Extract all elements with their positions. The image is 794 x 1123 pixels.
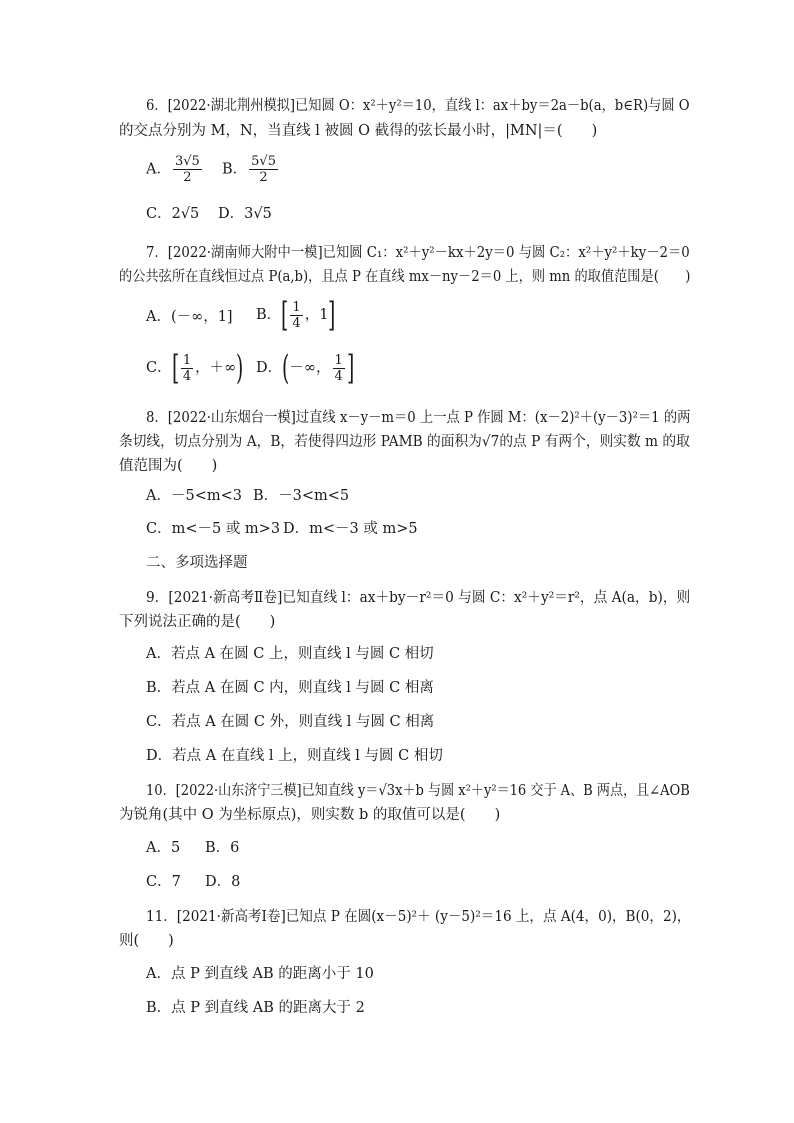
q10-option-c: C．7 xyxy=(146,874,181,890)
q7-stem-line2: 的公共弦所在直线恒过点 P(a,b)，且点 P 在直线 mx－ny－2＝0 上，则 mn 的取值范围是( ) xyxy=(119,269,691,285)
section-title-multiple-choice: 二、多项选择题 xyxy=(146,555,248,571)
q8-option-a: A．－5<m<3 xyxy=(146,488,242,504)
q6-a-fraction: $\frac{3√5}{2}$ xyxy=(174,154,200,185)
q7-stem-line1: 7．[2022·湖南师大附中一模]已知圆 C₁：x²＋y²－kx＋2y＝0 与圆 C₂：x²＋y²＋ky－2＝0 xyxy=(146,245,690,261)
q8-option-b: B．－3<m<5 xyxy=(253,488,350,504)
q6-option-a: A． $\frac{3√5}{2}$ xyxy=(146,154,200,185)
q11-stem-line1: 11．[2021·新高考Ⅰ卷]已知点 P 在圆(x－5)²＋ (y－5)²＝16 上，点 A(4，0)，B(0，2)， xyxy=(146,909,691,925)
q9-option-c: C．若点 A 在圆 C 外，则直线 l 与圆 C 相离 xyxy=(146,714,435,730)
q8-stem-line1: 8．[2022·山东烟台一模]过直线 x－y－m＝0 上一点 P 作圆 M：(x－2)²＋(y－3)²＝1 的两 xyxy=(146,410,691,426)
q10-option-a: A．5 xyxy=(146,840,181,856)
q8-option-d: D．m<－3 或 m>5 xyxy=(283,521,418,537)
q10-stem-line2: 为锐角(其中 O 为坐标原点)，则实数 b 的取值可以是( ) xyxy=(119,807,501,823)
q6-option-b: B． $\frac{5√5}{2}$ xyxy=(222,154,276,185)
q9-option-a: A．若点 A 在圆 C 上，则直线 l 与圆 C 相切 xyxy=(146,646,434,662)
q7-option-a: A．(－∞，1] xyxy=(146,309,233,325)
q6-stem-line2: 的交点分别为 M，N，当直线 l 被圆 O 截得的弦长最小时，|MN|＝( ) xyxy=(119,123,598,139)
q7-option-c: C．[ $\frac{1}{4}$ ，＋∞) xyxy=(146,348,244,388)
q8-stem-line3: 值范围为( ) xyxy=(119,458,218,474)
q7-option-b: B．[ $\frac{1}{4}$ ，1] xyxy=(256,295,336,335)
q11-stem-line2: 则( ) xyxy=(119,933,174,949)
q10-option-b: B．6 xyxy=(205,840,240,856)
q11-option-b: B．点 P 到直线 AB 的距离大于 2 xyxy=(146,1000,365,1016)
q7-option-d: D．(－∞， $\frac{1}{4}$ ] xyxy=(256,348,355,388)
q8-stem-line2: 条切线，切点分别为 A，B，若使得四边形 PAMB 的面积为√7的点 P 有两个，则实数 m 的取 xyxy=(119,434,690,450)
q11-option-a: A．点 P 到直线 AB 的距离小于 10 xyxy=(146,966,374,982)
q6-option-d: D．3√5 xyxy=(218,206,272,222)
q9-stem-line1: 9．[2021·新高考Ⅱ卷]已知直线 l：ax＋by－r²＝0 与圆 C：x²＋y²＝r²，点 A(a，b)，则 xyxy=(146,590,691,606)
q6-b-fraction: $\frac{5√5}{2}$ xyxy=(251,154,276,185)
q6-stem-line1: 6．[2022·湖北荆州模拟]已知圆 O：x²＋y²＝10，直线 l：ax＋by＝2a－b(a，b∈R)与圆 O xyxy=(146,98,690,114)
q9-option-b: B．若点 A 在圆 C 内，则直线 l 与圆 C 相离 xyxy=(146,680,434,696)
q6-option-c: C．2√5 xyxy=(146,206,200,222)
q10-stem-line1: 10．[2022·山东济宁三模]已知直线 y＝√3x＋b 与圆 x²＋y²＝16 交于 A、B 两点，且∠AOB xyxy=(146,783,690,799)
q9-option-d: D．若点 A 在直线 l 上，则直线 l 与圆 C 相切 xyxy=(146,748,443,764)
q8-option-c: C．m<－5 或 m>3 xyxy=(146,521,281,537)
q10-option-d: D．8 xyxy=(205,874,241,890)
q9-stem-line2: 下列说法正确的是( ) xyxy=(119,614,276,630)
